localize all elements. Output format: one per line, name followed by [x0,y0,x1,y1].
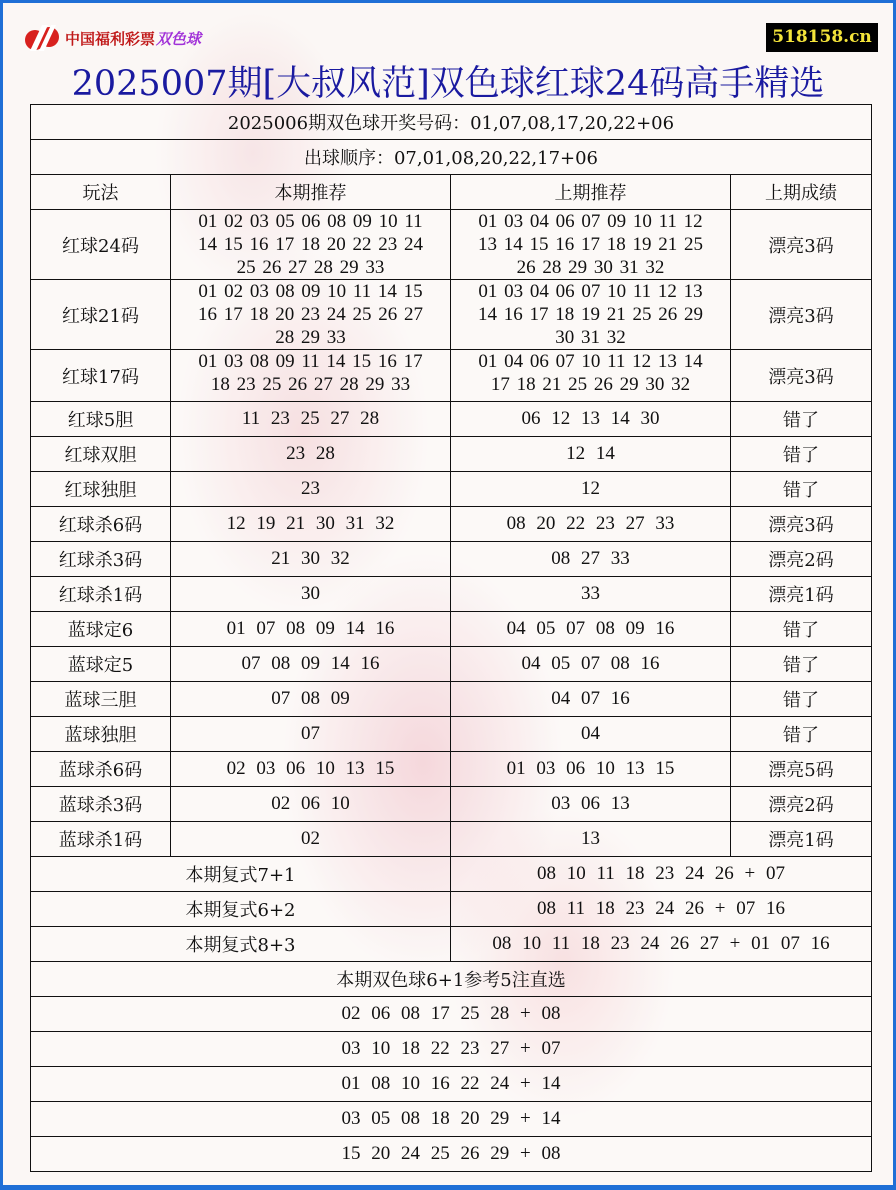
compound-label: 本期复式7+1 [31,857,451,892]
pick-numbers: 01 08 10 16 22 24 + 14 [31,1067,872,1102]
prediction-table [30,104,872,1172]
current-numbers: 02 06 10 [171,787,451,822]
number-line: 26 28 29 30 31 32 [516,257,665,278]
method-label: 红球24码 [31,210,171,280]
number-line: 01 03 08 09 11 14 15 16 17 [198,351,423,372]
pick-row [31,1067,872,1102]
previous-numbers: 04 [451,717,731,752]
number-line: 14 15 16 17 18 20 22 23 24 [198,234,423,255]
pick-numbers: 02 06 08 17 25 28 + 08 [31,997,872,1032]
page-title: 2025007期[大叔风范]双色球红球24码高手精选 [71,64,825,104]
draw-order: 出球顺序：07,01,08,20,22,17+06 [31,140,872,175]
current-numbers: 21 30 32 [171,542,451,577]
table-row [31,210,872,280]
previous-numbers: 12 14 [451,437,731,472]
method-label: 红球双胆 [31,437,171,472]
col-header-current: 本期推荐 [171,175,451,210]
previous-result: 错了 [731,612,872,647]
col-header-method: 玩法 [31,175,171,210]
current-numbers [171,280,451,350]
previous-result: 漂亮3码 [731,507,872,542]
previous-numbers [451,350,731,402]
draw-result: 2025006期双色球开奖号码：01,07,08,17,20,22+06 [31,105,872,140]
previous-numbers [451,210,731,280]
table-row [31,437,872,472]
previous-result: 漂亮2码 [731,787,872,822]
pick-row [31,1032,872,1067]
compound-numbers: 08 11 18 23 24 26 + 07 16 [451,892,872,927]
method-label: 红球独胆 [31,472,171,507]
compound-label: 本期复式8+3 [31,927,451,962]
previous-result: 错了 [731,472,872,507]
table-row [31,717,872,752]
previous-numbers: 08 20 22 23 27 33 [451,507,731,542]
previous-result: 错了 [731,402,872,437]
pick-numbers: 03 05 08 18 20 29 + 14 [31,1102,872,1137]
previous-numbers: 04 05 07 08 09 16 [451,612,731,647]
previous-numbers: 04 07 16 [451,682,731,717]
logo-text: 中国福利彩票 [65,29,156,48]
table-row [31,682,872,717]
current-numbers: 11 23 25 27 28 [171,402,451,437]
draw-result-row [31,105,872,140]
number-line: 28 29 33 [275,327,346,348]
current-numbers [171,350,451,402]
compound-row [31,857,872,892]
method-label: 红球杀6码 [31,507,171,542]
table-row [31,542,872,577]
previous-result: 漂亮3码 [731,280,872,350]
number-line: 18 23 25 26 27 28 29 33 [210,374,411,395]
previous-result: 漂亮3码 [731,210,872,280]
column-header-row [31,175,872,210]
method-label: 红球21码 [31,280,171,350]
table-row [31,822,872,857]
method-label: 蓝球三胆 [31,682,171,717]
method-label: 红球5胆 [31,402,171,437]
welfare-lottery-logo-icon [23,23,61,53]
compound-numbers: 08 10 11 18 23 24 26 27 + 01 07 16 [451,927,872,962]
col-header-result: 上期成绩 [731,175,872,210]
method-label: 红球杀3码 [31,542,171,577]
compound-row [31,892,872,927]
previous-result: 漂亮1码 [731,577,872,612]
pick-row [31,1137,872,1172]
compound-label: 本期复式6+2 [31,892,451,927]
number-line: 01 03 04 06 07 09 10 11 12 [478,211,703,232]
previous-result: 漂亮1码 [731,822,872,857]
current-numbers: 02 [171,822,451,857]
current-numbers: 23 28 [171,437,451,472]
previous-numbers: 33 [451,577,731,612]
current-numbers: 07 08 09 [171,682,451,717]
previous-result: 错了 [731,437,872,472]
previous-result: 漂亮2码 [731,542,872,577]
table-row [31,507,872,542]
previous-numbers: 03 06 13 [451,787,731,822]
number-line: 13 14 15 16 17 18 19 21 25 [478,234,703,255]
number-line: 01 02 03 05 06 08 09 10 11 [198,211,423,232]
table-row [31,612,872,647]
col-header-previous: 上期推荐 [451,175,731,210]
current-numbers: 07 [171,717,451,752]
previous-result: 错了 [731,717,872,752]
method-label: 红球杀1码 [31,577,171,612]
method-label: 蓝球独胆 [31,717,171,752]
table-row [31,787,872,822]
table-row [31,472,872,507]
method-label: 蓝球杀1码 [31,822,171,857]
pick-row [31,997,872,1032]
current-numbers: 12 19 21 30 31 32 [171,507,451,542]
method-label: 蓝球定5 [31,647,171,682]
previous-numbers: 06 12 13 14 30 [451,402,731,437]
previous-numbers [451,280,731,350]
current-numbers [171,210,451,280]
previous-numbers: 13 [451,822,731,857]
pick-numbers: 03 10 18 22 23 27 + 07 [31,1032,872,1067]
compound-row [31,927,872,962]
previous-numbers: 12 [451,472,731,507]
current-numbers: 07 08 09 14 16 [171,647,451,682]
number-line: 01 04 06 07 10 11 12 13 14 [478,351,703,372]
previous-result: 错了 [731,647,872,682]
table-row [31,350,872,402]
current-numbers: 30 [171,577,451,612]
pick-row [31,1102,872,1137]
site-badge: 518158.cn [766,23,878,52]
previous-result: 漂亮3码 [731,350,872,402]
pick-numbers: 15 20 24 25 26 29 + 08 [31,1137,872,1172]
picks-title-row [31,962,872,997]
method-label: 蓝球杀3码 [31,787,171,822]
table-row [31,647,872,682]
table-row [31,577,872,612]
current-numbers: 02 03 06 10 13 15 [171,752,451,787]
number-line: 01 03 04 06 07 10 11 12 13 [478,281,703,302]
draw-order-row [31,140,872,175]
number-line: 17 18 21 25 26 29 30 32 [490,374,691,395]
lottery-logo [23,23,201,53]
current-numbers: 01 07 08 09 14 16 [171,612,451,647]
previous-result: 漂亮5码 [731,752,872,787]
number-line: 25 26 27 28 29 33 [236,257,385,278]
method-label: 蓝球杀6码 [31,752,171,787]
method-label: 蓝球定6 [31,612,171,647]
previous-numbers: 04 05 07 08 16 [451,647,731,682]
method-label: 红球17码 [31,350,171,402]
picks-title: 本期双色球6+1参考5注直选 [31,962,872,997]
previous-result: 错了 [731,682,872,717]
number-line: 30 31 32 [555,327,626,348]
table-row [31,402,872,437]
table-row [31,752,872,787]
number-line: 14 16 17 18 19 21 25 26 29 [478,304,703,325]
compound-numbers: 08 10 11 18 23 24 26 + 07 [451,857,872,892]
number-line: 16 17 18 20 23 24 25 26 27 [198,304,423,325]
logo-subtext: 双色球 [156,29,202,48]
table-row [31,280,872,350]
number-line: 01 02 03 08 09 10 11 14 15 [198,281,423,302]
previous-numbers: 01 03 06 10 13 15 [451,752,731,787]
current-numbers: 23 [171,472,451,507]
previous-numbers: 08 27 33 [451,542,731,577]
